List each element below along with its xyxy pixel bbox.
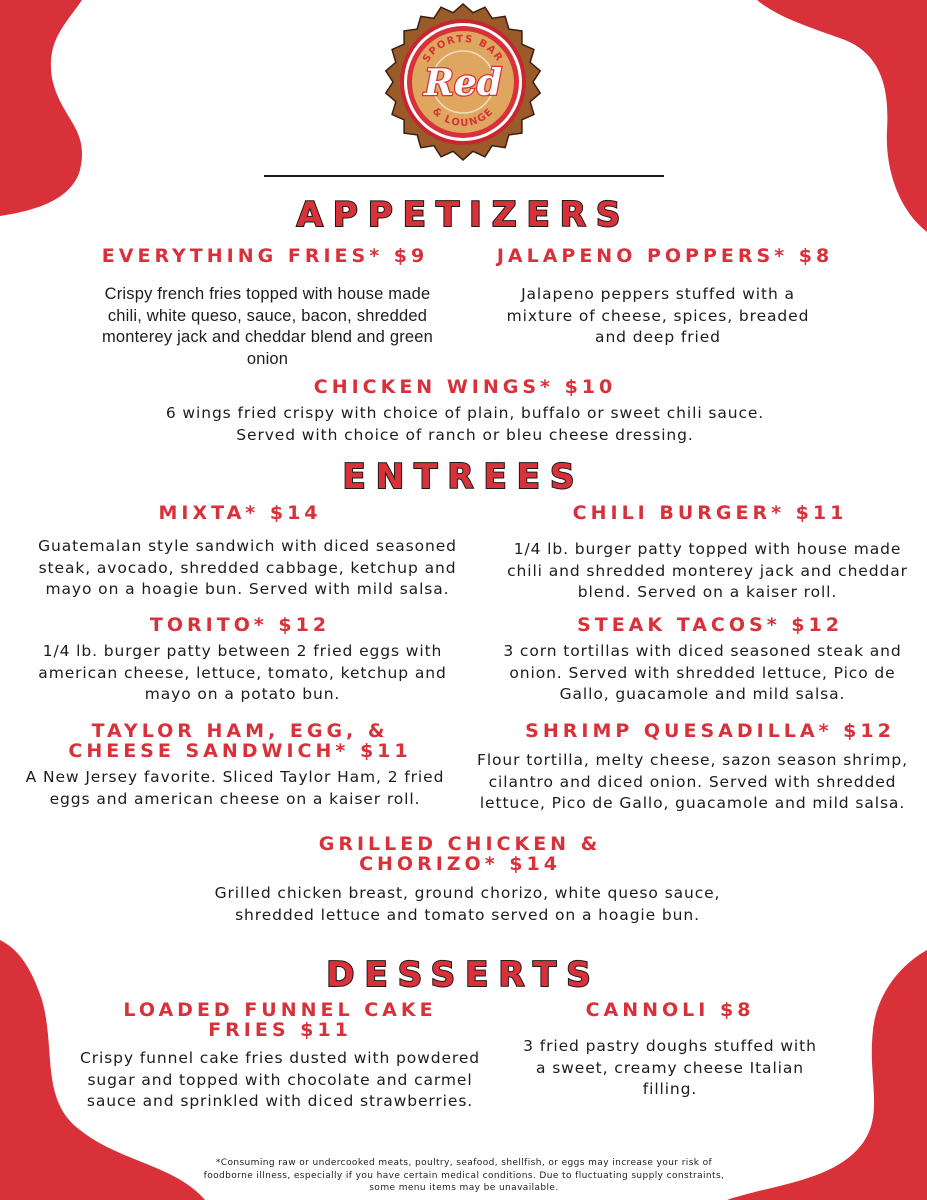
logo-brand-text: Red: [424, 62, 502, 104]
item-desc-mixta: Guatemalan style sandwich with diced seasoned steak, avocado, shredded cabbage, ketchup and mayo on a hoagie bun. Served with mild salsa.: [38, 537, 457, 598]
item-title-funnel-cake: [80, 1000, 480, 1040]
item-desc-steak-tacos: 3 corn tortillas with diced seasoned steak and onion. Served with shredded lettuce, Pico de Gallo, guacamole and mild salsa.: [503, 642, 902, 703]
item-desc-taylor-ham: A New Jersey favorite. Sliced Taylor Ham, 2 fried eggs and american cheese on a kaiser roll.: [25, 768, 445, 808]
item-title-grilled-chicken-line1: GRILLED CHICKEN &: [318, 833, 602, 855]
item-title-mixta: MIXTA* $14: [158, 502, 322, 524]
item-title-grilled-chicken: [260, 834, 660, 874]
item-title-jalapeno-poppers: JALAPENO POPPERS* $8: [496, 245, 834, 267]
item-desc-jalapeno-poppers: Jalapeno peppers stuffed with a mixture of cheese, spices, breaded and deep fried: [506, 285, 810, 346]
item-title-funnel-cake-line1: LOADED FUNNEL CAKE: [123, 999, 437, 1021]
item-title-grilled-chicken-line2: CHORIZO* $14: [359, 853, 561, 875]
item-title-cannoli: CANNOLI $8: [585, 999, 755, 1021]
item-title-torito: TORITO* $12: [149, 614, 331, 636]
item-title-steak-tacos: STEAK TACOS* $12: [577, 614, 843, 636]
item-desc-cannoli: 3 fried pastry doughs stuffed with a sweet, creamy cheese Italian filling.: [523, 1037, 817, 1098]
logo-bottom-text: & LOUNGE: [429, 105, 497, 130]
section-title-desserts: DESSERTS: [326, 955, 601, 995]
item-title-taylor-ham-line2: CHEESE SANDWICH* $11: [68, 740, 412, 762]
item-desc-everything-fries: Crispy french fries topped with house made chili, white queso, sauce, bacon, shredded monterey jack and cheddar blend and green onion: [101, 285, 434, 368]
header-divider: [264, 175, 664, 177]
section-title-appetizers: APPETIZERS: [296, 195, 631, 235]
item-desc-shrimp-quesadilla: Flour tortilla, melty cheese, sazon season shrimp, cilantro and diced onion. Served with shredded lettuce, Pico de Gallo, guacamole and mild salsa.: [477, 751, 908, 812]
item-title-shrimp-quesadilla: SHRIMP QUESADILLA* $12: [525, 720, 895, 742]
item-title-everything-fries: EVERYTHING FRIES* $9: [101, 245, 429, 267]
item-desc-torito: 1/4 lb. burger patty between 2 fried eggs with american cheese, lettuce, tomato, ketchup and mayo on a potato bun.: [38, 642, 447, 703]
item-desc-grilled-chicken: Grilled chicken breast, ground chorizo, white queso sauce, shredded lettuce and tomato served on a hoagie bun.: [214, 884, 721, 924]
item-desc-chicken-wings: 6 wings fried crispy with choice of plain, buffalo or sweet chili sauce. Served with choice of ranch or bleu cheese dressing.: [165, 404, 765, 444]
item-desc-funnel-cake: Crispy funnel cake fries dusted with powdered sugar and topped with chocolate and carmel sauce and sprinkled with diced strawberries.: [79, 1049, 480, 1110]
item-title-funnel-cake-line2: FRIES $11: [208, 1019, 352, 1041]
item-title-chili-burger: CHILI BURGER* $11: [572, 502, 848, 524]
item-title-taylor-ham-line1: TAYLOR HAM, EGG, &: [91, 720, 389, 742]
logo-top-text: SPORTS BAR: [421, 33, 505, 65]
allergy-footnote: *Consuming raw or undercooked meats, poultry, seafood, shellfish, or eggs may increase your risk of foodborne illness, especially if you have certain medical conditions. Due to fluctuating supply constraints, some menu items may be unavailable.: [203, 1158, 725, 1193]
item-desc-chili-burger: 1/4 lb. burger patty topped with house made chili and shredded monterey jack and cheddar blend. Served on a kaiser roll.: [507, 540, 908, 601]
item-title-chicken-wings: CHICKEN WINGS* $10: [313, 376, 617, 398]
section-title-entrees: ENTREES: [342, 457, 585, 497]
corner-blob-top-left: [0, 0, 110, 220]
red-sports-bar-logo: [383, 2, 543, 162]
item-title-taylor-ham: [30, 721, 450, 761]
